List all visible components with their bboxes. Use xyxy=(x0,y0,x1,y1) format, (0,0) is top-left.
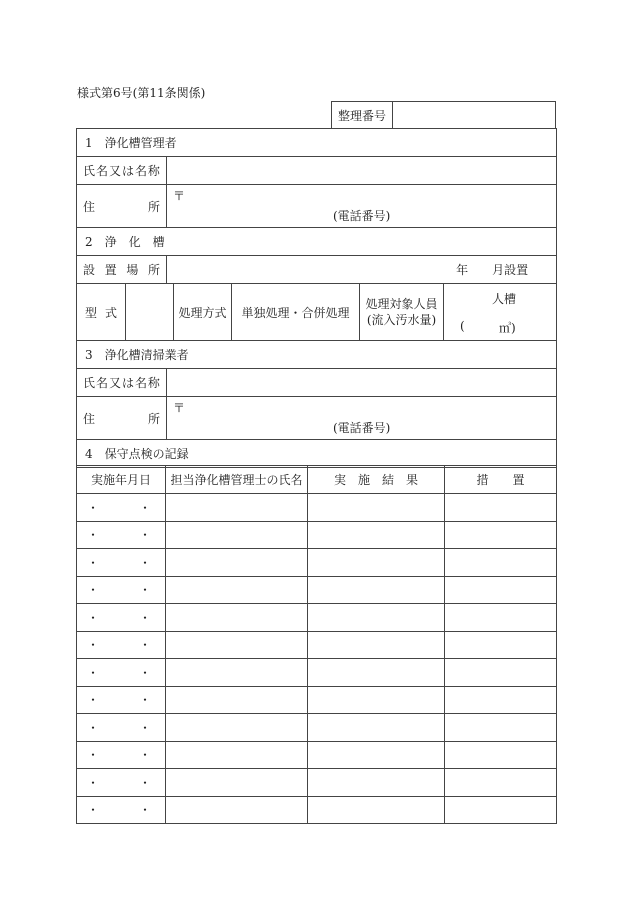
section2-type-label: 型 式 xyxy=(77,284,126,341)
record-action-cell[interactable] xyxy=(445,769,557,797)
section2-location-label: 設 置 場 所 xyxy=(77,256,167,284)
record-result-cell[interactable] xyxy=(308,714,445,742)
record-date-cell[interactable]: ・ ・ xyxy=(77,576,166,604)
record-result-cell[interactable] xyxy=(308,769,445,797)
record-date-cell[interactable]: ・ ・ xyxy=(77,769,166,797)
section4-heading: 4 保守点検の記録 xyxy=(77,440,557,468)
record-date-cell[interactable]: ・ ・ xyxy=(77,631,166,659)
record-inspector-cell[interactable] xyxy=(166,521,308,549)
registration-number-box xyxy=(331,101,556,129)
section3-name-field[interactable] xyxy=(167,369,557,397)
record-result-cell[interactable] xyxy=(308,686,445,714)
section2-capacity-people-unit: 人槽 xyxy=(492,292,517,306)
section1-postal-mark: 〒 xyxy=(173,189,186,203)
section2-capacity-field[interactable] xyxy=(444,284,557,341)
section1-name-label: 氏 名 又 は 名 称 xyxy=(77,157,167,185)
record-date-cell[interactable]: ・ ・ xyxy=(77,659,166,687)
record-inspector-cell[interactable] xyxy=(166,659,308,687)
record-action-cell[interactable] xyxy=(445,494,557,522)
column-header-result: 実 施 結 果 xyxy=(308,466,445,494)
table-row xyxy=(77,576,557,604)
record-result-cell[interactable] xyxy=(308,549,445,577)
record-date-cell[interactable]: ・ ・ xyxy=(77,549,166,577)
record-inspector-cell[interactable] xyxy=(166,686,308,714)
record-date-cell[interactable]: ・ ・ xyxy=(77,494,166,522)
table-row xyxy=(77,521,557,549)
table-row xyxy=(77,796,557,824)
section3-heading: 3 浄化槽清掃業者 xyxy=(77,341,557,369)
record-result-cell[interactable] xyxy=(308,604,445,632)
record-date-cell[interactable]: ・ ・ xyxy=(77,796,166,824)
record-action-cell[interactable] xyxy=(445,659,557,687)
table-row xyxy=(77,549,557,577)
section1-heading: 1 浄化槽管理者 xyxy=(77,129,557,157)
section3-phone-label: (電話番号) xyxy=(333,421,391,435)
section3-postal-mark: 〒 xyxy=(173,401,186,415)
section2-installed-label: 年 月設置 xyxy=(456,263,529,277)
table-row xyxy=(77,769,557,797)
section2-type-field[interactable] xyxy=(126,284,174,341)
record-date-cell[interactable]: ・ ・ xyxy=(77,741,166,769)
registration-number-field[interactable] xyxy=(393,102,555,128)
record-inspector-cell[interactable] xyxy=(166,796,308,824)
record-result-cell[interactable] xyxy=(308,796,445,824)
section3-address-label: 住 所 xyxy=(77,397,167,440)
record-date-cell[interactable]: ・ ・ xyxy=(77,521,166,549)
record-action-cell[interactable] xyxy=(445,741,557,769)
section2-method-label: 処理方式 xyxy=(174,284,232,341)
record-result-cell[interactable] xyxy=(308,741,445,769)
record-date-cell[interactable]: ・ ・ xyxy=(77,686,166,714)
section2-capacity-flow-unit: ㎥) xyxy=(499,321,516,335)
record-action-cell[interactable] xyxy=(445,604,557,632)
record-action-cell[interactable] xyxy=(445,714,557,742)
section1-name-field[interactable] xyxy=(167,157,557,185)
record-inspector-cell[interactable] xyxy=(166,714,308,742)
record-inspector-cell[interactable] xyxy=(166,631,308,659)
main-form-table xyxy=(76,128,557,468)
section2-capacity-flow-open: ( xyxy=(460,319,465,333)
record-inspector-cell[interactable] xyxy=(166,576,308,604)
record-inspector-cell[interactable] xyxy=(166,769,308,797)
maintenance-records-table xyxy=(76,465,557,824)
table-row xyxy=(77,604,557,632)
record-inspector-cell[interactable] xyxy=(166,494,308,522)
table-row xyxy=(77,631,557,659)
table-row xyxy=(77,741,557,769)
record-inspector-cell[interactable] xyxy=(166,741,308,769)
form-title: 様式第6号(第11条関係) xyxy=(77,86,206,100)
record-inspector-cell[interactable] xyxy=(166,549,308,577)
record-action-cell[interactable] xyxy=(445,549,557,577)
record-action-cell[interactable] xyxy=(445,686,557,714)
section2-method-options[interactable]: 単独処理・合併処理 xyxy=(232,284,360,341)
table-row xyxy=(77,659,557,687)
record-result-cell[interactable] xyxy=(308,494,445,522)
record-action-cell[interactable] xyxy=(445,631,557,659)
section3-address-field[interactable] xyxy=(167,397,557,440)
section2-heading: 2 浄 化 槽 xyxy=(77,228,557,256)
column-header-date: 実施年月日 xyxy=(77,466,166,494)
section2-location-field[interactable] xyxy=(167,256,557,284)
record-action-cell[interactable] xyxy=(445,521,557,549)
column-header-inspector: 担当浄化槽管理士の氏名 xyxy=(166,466,308,494)
registration-number-label: 整理番号 xyxy=(332,102,393,128)
record-date-cell[interactable]: ・ ・ xyxy=(77,604,166,632)
record-inspector-cell[interactable] xyxy=(166,604,308,632)
record-result-cell[interactable] xyxy=(308,659,445,687)
column-header-action: 措 置 xyxy=(445,466,557,494)
record-result-cell[interactable] xyxy=(308,576,445,604)
table-row xyxy=(77,714,557,742)
record-date-cell[interactable]: ・ ・ xyxy=(77,714,166,742)
record-result-cell[interactable] xyxy=(308,631,445,659)
section1-address-field[interactable] xyxy=(167,185,557,228)
record-action-cell[interactable] xyxy=(445,576,557,604)
section2-capacity-label: 処理対象人員 (流入汚水量) xyxy=(360,284,444,341)
record-result-cell[interactable] xyxy=(308,521,445,549)
section1-address-label: 住 所 xyxy=(77,185,167,228)
section3-name-label: 氏 名 又 は 名 称 xyxy=(77,369,167,397)
section1-phone-label: (電話番号) xyxy=(333,209,391,223)
record-action-cell[interactable] xyxy=(445,796,557,824)
table-row xyxy=(77,494,557,522)
table-row xyxy=(77,686,557,714)
